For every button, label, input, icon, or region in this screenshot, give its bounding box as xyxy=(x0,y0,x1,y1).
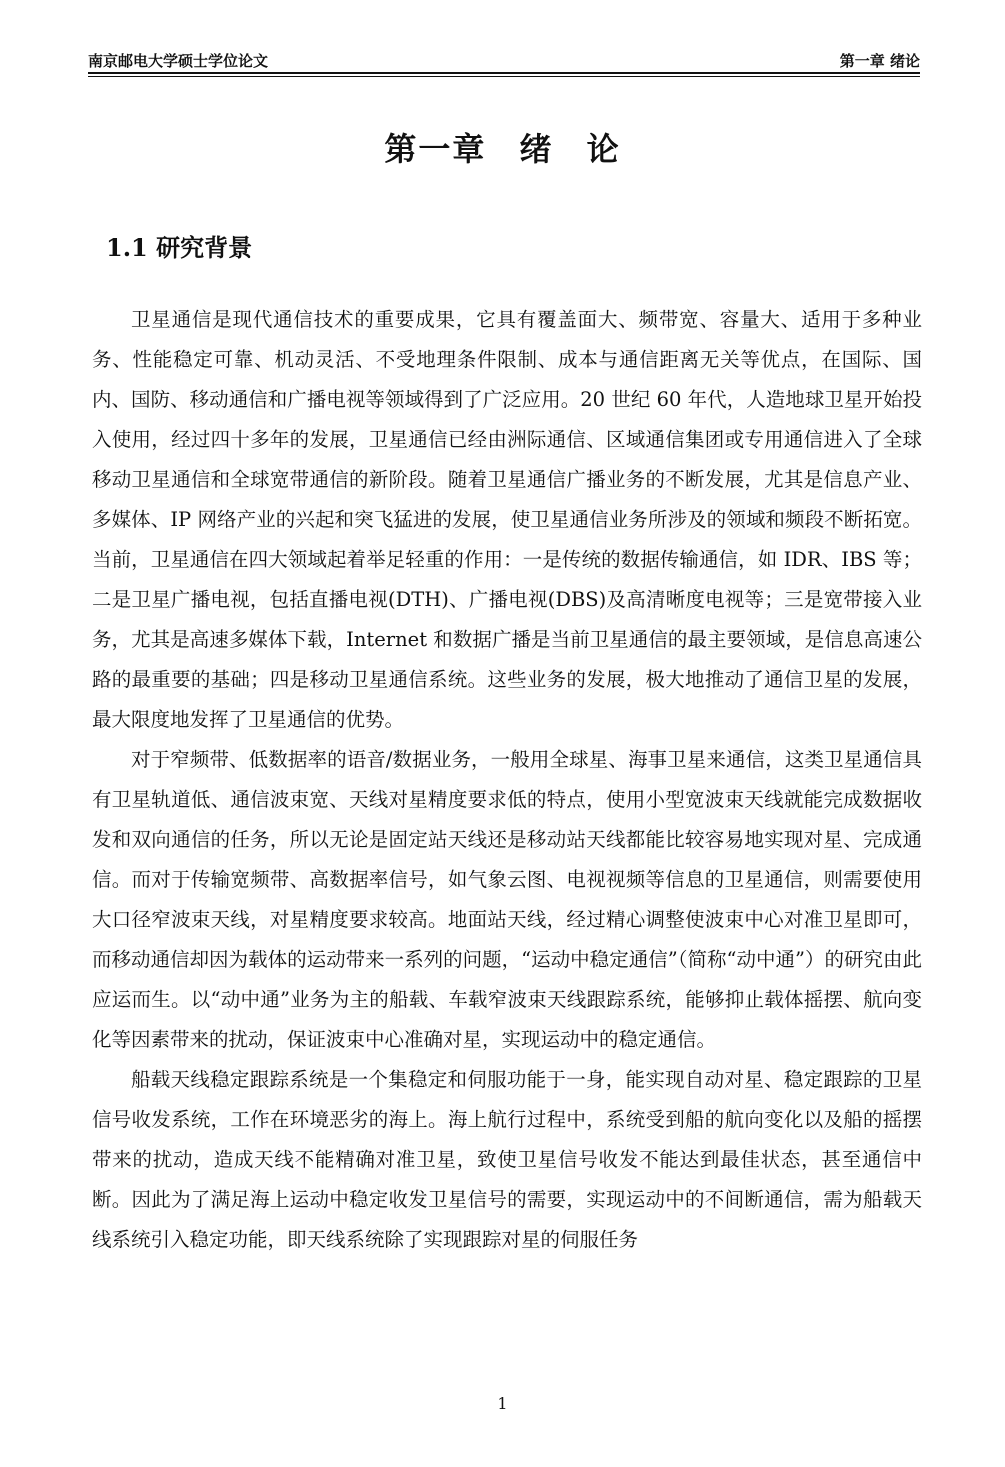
running-header xyxy=(88,48,920,74)
header-thesis-title: 南京邮电大学硕士学位论文 xyxy=(88,52,269,70)
body-text xyxy=(92,300,922,1260)
paragraph: 对于窄频带、低数据率的语音/数据业务，一般用全球星、海事卫星来通信，这类卫星通信具有卫星轨道低、通信波束宽、天线对星精度要求低的特点，使用小型宽波束天线就能完成数据收发和双向通信的任务，所以无论是固定站天线还是移动站天线都能比较容易地实现对星、完成通信。而对于传输宽频带、高数据率信号，如气象云图、电视视频等信息的卫星通信，则需要使用大口径窄波束天线，对星精度要求较高。地面站天线，经过精心调整使波束中心对准卫星即可，而移动通信却因为载体的运动带来一系列的问题，“运动中稳定通信”（简称“动中通”）的研究由此应运而生。以“动中通”业务为主的船载、车载窄波束天线跟踪系统，能够抑止载体摇摆、航向变化等因素带来的扰动，保证波束中心准确对星，实现运动中的稳定通信。 xyxy=(92,748,922,1051)
paragraph: 船载天线稳定跟踪系统是一个集稳定和伺服功能于一身，能实现自动对星、稳定跟踪的卫星信号收发系统，工作在环境恶劣的海上。海上航行过程中，系统受到船的航向变化以及船的摇摆带来的扰动，造成天线不能精确对准卫星，致使卫星信号收发不能达到最佳状态，甚至通信中断。因此为了满足海上运动中稳定收发卫星信号的需要，实现运动中的不间断通信，需为船载天线系统引入稳定功能，即天线系统除了实现跟踪对星的伺服任务 xyxy=(92,1068,922,1251)
chapter-title: 第一章 绪 论 xyxy=(384,130,621,168)
page-number: 1 xyxy=(497,1394,508,1413)
paragraph: 卫星通信是现代通信技术的重要成果，它具有覆盖面大、频带宽、容量大、适用于多种业务、性能稳定可靠、机动灵活、不受地理条件限制、成本与通信距离无关等优点，在国际、国内、国防、移动通信和广播电视等领域得到了广泛应用。20 世纪 60 年代，人造地球卫星开始投入使用，经过四十多年的发展，卫星通信已经由洲际通信、区域通信集团或专用通信进入了全球移动卫星通信和全球宽带通信的新阶段。随着卫星通信广播业务的不断发展，尤其是信息产业、多媒体、IP 网络产业的兴起和突飞猛进的发展，使卫星通信业务所涉及的领域和频段不断拓宽。当前，卫星通信在四大领域起着举足轻重的作用：一是传统的数据传输通信，如 IDR、IBS 等；二是卫星广播电视，包括直播电视(DTH)、广播电视(DBS)及高清晰度电视等；三是宽带接入业务，尤其是高速多媒体下载，Internet 和数据广播是当前卫星通信的最主要领域，是信息高速公路的最重要的基础；四是移动卫星通信系统。这些业务的发展，极大地推动了通信卫星的发展，最大限度地发挥了卫星通信的优势。 xyxy=(92,308,922,731)
header-chapter-title: 第一章 绪论 xyxy=(839,52,920,70)
section-title: 1.1 研究背景 xyxy=(106,233,253,262)
